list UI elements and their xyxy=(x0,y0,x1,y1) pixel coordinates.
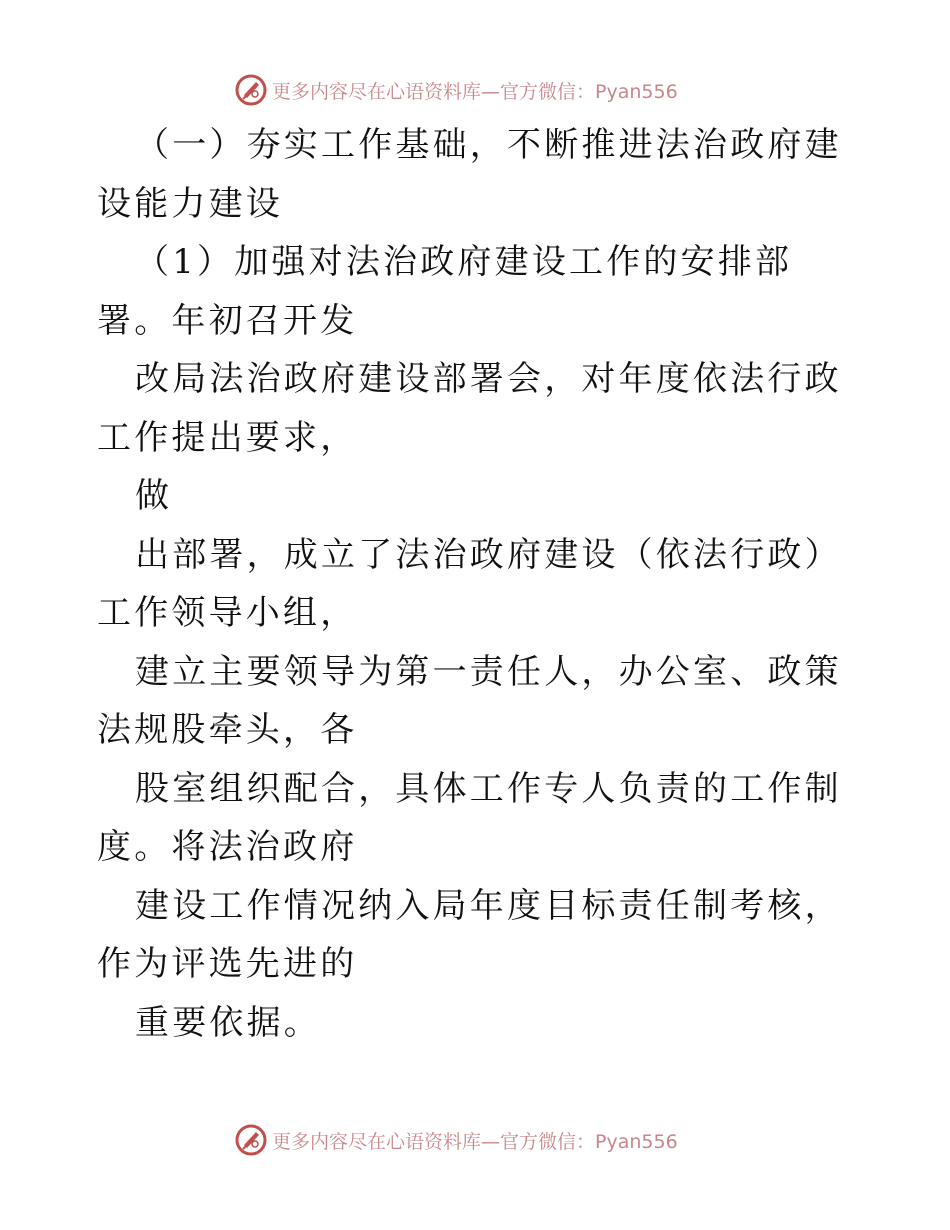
logo-icon xyxy=(234,1123,268,1157)
paragraph: （1）加强对法治政府建设工作的安排部署。年初召开发 xyxy=(97,242,793,341)
paragraph: （一）夯实工作基础，不断推进法治政府建设能力建设 xyxy=(97,125,842,224)
paragraph: 建设工作情况纳入局年度目标责任制考核，作为评选先进的 xyxy=(97,885,842,984)
paragraph: 改局法治政府建设部署会，对年度依法行政工作提出要求， xyxy=(97,359,842,458)
paragraph: 建立主要领导为第一责任人，办公室、政策法规股牵头，各 xyxy=(97,651,842,750)
paragraph: 出部署，成立了法治政府建设（依法行政）工作领导小组， xyxy=(97,534,842,633)
paragraph: 做 xyxy=(135,476,173,516)
document-body xyxy=(97,116,857,1052)
header-watermark xyxy=(234,73,678,107)
paragraph: 重要依据。 xyxy=(135,1002,321,1043)
footer-watermark xyxy=(234,1123,678,1157)
paragraph: 股室组织配合，具体工作专人负责的工作制度。将法治政府 xyxy=(97,768,842,867)
watermark-text: 更多内容尽在心语资料库—官方微信：Pyan556 xyxy=(272,80,678,103)
watermark-text: 更多内容尽在心语资料库—官方微信：Pyan556 xyxy=(272,1130,678,1153)
logo-icon xyxy=(234,73,268,107)
